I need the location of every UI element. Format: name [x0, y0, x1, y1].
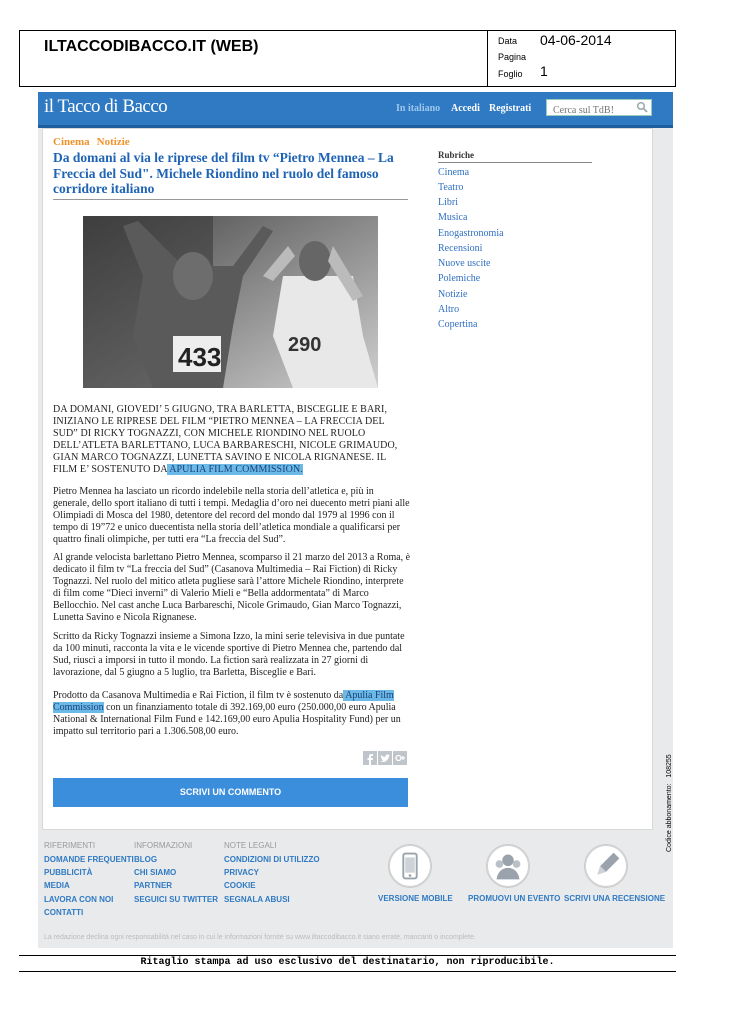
cta-scrivi-recensione[interactable]: SCRIVI UNA RECENSIONE: [564, 894, 666, 903]
article-paragraph-2: Pietro Mennea ha lasciato un ricordo indelebile nella storia dell’atletica e, più in generale, dello sport italiano di tutti i tempi. Medaglia d’oro nei duecento metri piani alle Olimpiadi di Mosca del 1980, detentore del record del mondo dal 1979 al 1996 con il tempo di 19”72 e unico duecentista nella storia dell’atletica mondiale a qualificarsi per quattro finali olimpiche, per tutti era “La freccia del Sud”.: [53, 486, 410, 545]
site-logo[interactable]: il Tacco di Bacco: [44, 96, 168, 117]
sidebar-item-polemiche[interactable]: Polemiche: [438, 273, 481, 284]
footer-link-faq[interactable]: DOMANDE FREQUENTI: [44, 855, 134, 864]
footer-link-blog[interactable]: BLOG: [134, 855, 158, 864]
sidebar-item-nuove-uscite[interactable]: Nuove uscite: [438, 258, 491, 269]
sidebar-item-libri[interactable]: Libri: [438, 197, 458, 208]
footer-link-pubblicita[interactable]: PUBBLICITÀ: [44, 868, 93, 877]
pencil-icon[interactable]: [584, 844, 628, 888]
sidebar-item-recensioni[interactable]: Recensioni: [438, 243, 483, 254]
sidebar-item-altro[interactable]: Altro: [438, 304, 460, 315]
footer-col3-heading: NOTE LEGALI: [224, 841, 277, 850]
cta-promuovi-evento[interactable]: PROMUOVI UN EVENTO: [468, 894, 561, 903]
footer-link-lavora[interactable]: LAVORA CON NOI: [44, 895, 114, 904]
article-paragraph-1: [53, 404, 411, 476]
footer-col2-heading: INFORMAZIONI: [134, 841, 193, 850]
article-categories: [53, 136, 137, 148]
footer-link-condizioni[interactable]: CONDIZIONI DI UTILIZZO: [224, 855, 320, 864]
sidebar-item-teatro[interactable]: Teatro: [438, 182, 464, 193]
subscription-code-label: Codice abbonamento:: [666, 783, 673, 852]
cta-versione-mobile[interactable]: VERSIONE MOBILE: [378, 894, 453, 903]
subscription-code: [666, 752, 673, 852]
footer-link-contatti[interactable]: CONTATTI: [44, 908, 84, 917]
p5-text-b: con un finanziamento totale di 392.169,00 euro (250.000,00 euro Apulia National & International Film Fund e 142.169,00 euro Apulia Hospitality Fund) per un impatto sul territorio pari a 1.306.508,00 euro.: [53, 702, 401, 737]
photo-bib-left: 433: [178, 342, 222, 372]
photo-bib-right: 290: [288, 334, 322, 356]
category-cinema[interactable]: Cinema: [53, 136, 90, 148]
footer-disclaimer: La redazione declina ogni responsabilità nel caso in cui le informazioni fornite su www.iltaccodibacco.it siano errate, mancanti o incomplete.: [44, 934, 476, 941]
apulia-link-2[interactable]: Apulia Film Commission: [53, 690, 394, 713]
p1-text: DA DOMANI, GIOVEDI’ 5 GIUGNO, TRA BARLETTA, BISCEGLIE E BARI, INIZIANO LE RIPRESE DEL FILM “PIETRO MENNEA – LA FRECCIA DEL SUD” DI RICKY TOGNAZZI, CON MICHELE RIONDINO NEL RUOLO DELL’ATLETA BARLETTANO, LUCA BARBARESCHI, NICOLE GRIMAUDO, GIAN MARCO TOGNAZZI, LUNETTA SAVINO E NICOLA RIGNANESE. IL FILM E’ SOSTENUTO DA: [53, 404, 398, 475]
foglio-value: 1: [540, 63, 548, 79]
sidebar-item-cinema[interactable]: Cinema: [438, 167, 470, 178]
data-label: Data: [498, 36, 518, 46]
promote-event-icon[interactable]: [486, 844, 530, 888]
subscription-code-value: 108255: [666, 754, 673, 778]
source-title: ILTACCODIBACCO.IT (WEB): [44, 38, 259, 55]
sidebar-heading: Rubriche: [438, 150, 474, 160]
sidebar-divider: [438, 162, 592, 163]
nav-italiano[interactable]: In italiano: [396, 103, 441, 114]
apulia-link-1[interactable]: APULIA FILM COMMISSION.: [167, 464, 303, 475]
article-paragraph-5: [53, 690, 411, 738]
google-plus-icon[interactable]: [393, 751, 407, 765]
footer-col1-heading: RIFERIMENTI: [44, 841, 96, 850]
clipping-notice: Ritaglio stampa ad uso esclusivo del destinatario, non riproducibile.: [140, 957, 555, 968]
footer-link-media[interactable]: MEDIA: [44, 881, 70, 890]
sidebar-item-musica[interactable]: Musica: [438, 212, 468, 223]
pagina-label: Pagina: [498, 52, 527, 62]
nav-registrati[interactable]: Registrati: [489, 103, 532, 114]
facebook-icon[interactable]: [363, 751, 377, 765]
header-divider: [487, 30, 488, 87]
article-photo: [83, 216, 378, 388]
article-title: Da domani al via le riprese del film tv “Pietro Mennea – La Freccia del Sud". Michele Riondino nel ruolo del famoso corridore italiano: [53, 150, 394, 196]
footer-link-abusi[interactable]: SEGNALA ABUSI: [224, 895, 290, 904]
category-notizie[interactable]: Notizie: [96, 136, 130, 148]
nav-accedi[interactable]: Accedi: [451, 103, 480, 114]
footer-link-twitter[interactable]: SEGUICI SU TWITTER: [134, 895, 218, 904]
search-input[interactable]: [551, 103, 635, 119]
title-divider: [53, 199, 408, 200]
data-value: 04-06-2014: [540, 32, 612, 48]
sidebar-item-copertina[interactable]: Copertina: [438, 319, 478, 330]
article-paragraph-3: Al grande velocista barlettano Pietro Mennea, scomparso il 21 marzo del 2013 a Roma, è dedicato il film tv “La freccia del Sud” (Casanova Multimedia – Rai Fiction) di Ricky Tognazzi. Nel ruolo del mitico atleta pugliese sarà l’attore Michele Riondino, interprete di film come “Dieci inverni” di Valerio Mieli e “Bella addormentata” di Marco Bellocchio. Nel cast anche Luca Barbareschi, Nicole Grimaudo, Gian Marco Tognazzi, Lunetta Savino e Nicola Rignanese.: [53, 552, 411, 623]
footer-link-partner[interactable]: PARTNER: [134, 881, 173, 890]
sidebar-item-notizie[interactable]: Notizie: [438, 289, 468, 300]
write-comment-button[interactable]: SCRIVI UN COMMENTO: [53, 778, 408, 807]
foglio-label: Foglio: [498, 69, 523, 79]
search-box: [546, 99, 652, 116]
p5-text-a: Prodotto da Casanova Multimedia e Rai Fiction, il film tv è sostenuto da: [53, 690, 344, 701]
article-paragraph-4: Scritto da Ricky Tognazzi insieme a Simona Izzo, la mini serie televisiva in due puntate da 100 minuti, racconta la vita e le vicende sportive di Pietro Mennea che, partendo dal Sud, riuscì a imporsi in tutto il mondo. La fiction sarà realizzata in 27 giorni di lavorazione, dal 5 giugno a 5 luglio, tra Barletta, Bisceglie e Bari.: [53, 631, 405, 678]
sidebar-item-enogastronomia[interactable]: Enogastronomia: [438, 228, 504, 239]
mobile-phone-icon[interactable]: [388, 844, 432, 888]
footer-link-cookie[interactable]: COOKIE: [224, 881, 256, 890]
search-icon[interactable]: [636, 101, 648, 113]
twitter-icon[interactable]: [378, 751, 392, 765]
footer-link-privacy[interactable]: PRIVACY: [224, 868, 259, 877]
footer-link-chi-siamo[interactable]: CHI SIAMO: [134, 868, 177, 877]
